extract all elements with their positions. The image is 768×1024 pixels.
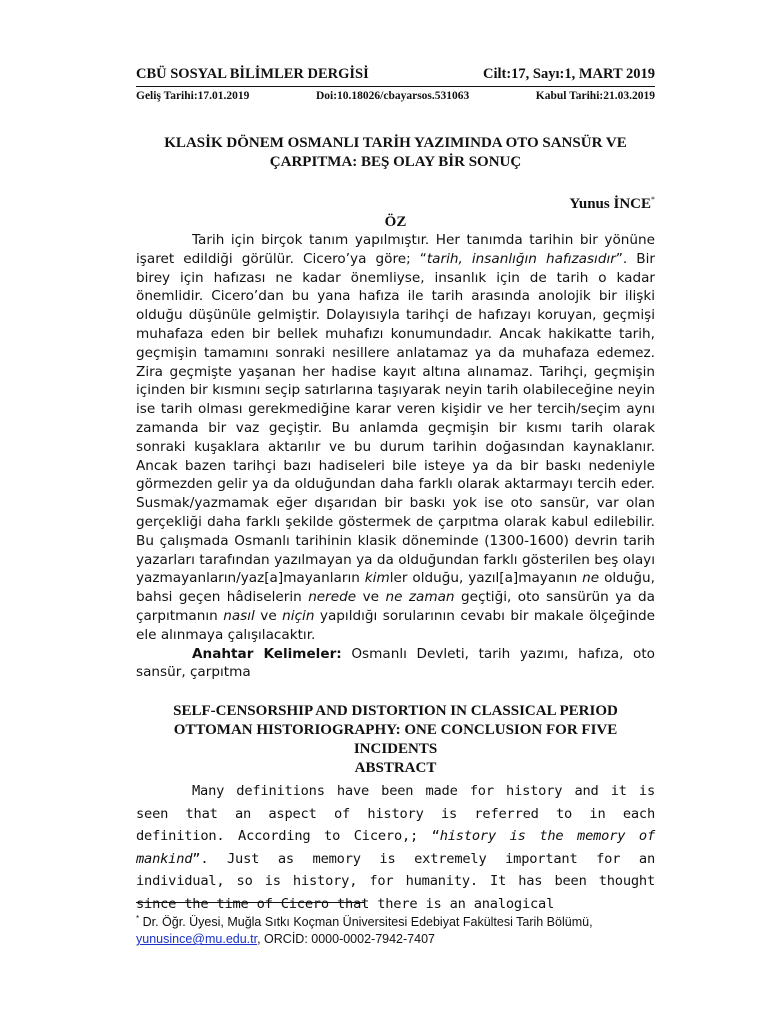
abstract-tr-text: ler olduğu, yazıl[a]mayanın <box>389 570 583 587</box>
emphasis-nasil: nasıl <box>223 607 255 624</box>
author <box>136 195 655 213</box>
emphasis-nicin: niçin <box>282 607 315 624</box>
author-footnote-marker: * <box>651 195 655 204</box>
received-date: Geliş Tarihi:17.01.2019 <box>136 90 250 102</box>
emphasis-ne: ne <box>582 570 600 587</box>
abstract-tr-text: yapıldığı sorularının cevabı bir makale ölçeğinde ele alınmaya çalışılacaktır. <box>136 607 655 643</box>
cicero-quote-tr: tarih, insanlığın hafızasıdır <box>426 250 616 267</box>
doi: Doi:10.18026/cbayarsos.531063 <box>315 90 470 102</box>
article-page <box>136 66 655 915</box>
footnote-line-2 <box>136 931 655 948</box>
emphasis-ne-zaman: ne zaman <box>385 589 455 606</box>
author-name: Yunus İNCE <box>569 196 651 212</box>
emphasis-kim: kim <box>364 570 390 587</box>
footnote-line-1 <box>136 910 655 931</box>
volume-info: Cilt:17, Sayı:1, MART 2019 <box>482 66 655 82</box>
footnote <box>136 910 655 948</box>
abstract-en-text: Many definitions have been made for history and it is seen that an aspect of history is referred to in each definition. According to Cicero,; “ <box>136 783 655 845</box>
footnote-affiliation: Dr. Öğr. Üyesi, Muğla Sıtkı Koçman Üniversitesi Edebiyat Fakültesi Tarih Bölümü, <box>139 915 593 930</box>
title-line-1: KLASİK DÖNEM OSMANLI TARİH YAZIMINDA OTO SANSÜR VE <box>164 135 627 151</box>
abstract-tr-text: ”. Bir birey için hafızası ne kadar önemliyse, insanlık için de tarih o kadar önemlidir. Cicero’dan bu yana hafıza ile tarih arasında anolojik bir ilişki olduğu düşünüle gelmiştir. Dolayısıyla tarihçi de hafızayı koruyan, geçmişi muhafaza eden bir bellek muhafızı konumundadır. Ancak hakikatte tarih, geçmişin tamamını sonraki nesillere anlatamaz ya da muhafaza edemez. Zira geçmişte yaşanan her hadise kayıt altına alınamaz. Tarihçi, geçmişin içinden bir kısmını seçip satırlarına taşıyarak neyin tarih olabileceğine neyin ise tarih olması gerekmediğine karar veren kişidir ve her tercih/seçim aynı zamanda bir vaz geçiştir. Bu anlamda geçmişin bir kısmı tarih olarak sonraki kuşaklara aktarılır ve bu durum tarihin doğasından kaynaklanır. Ancak bazen tarihçi bazı hadiseleri bile isteye ya da bir baskı nedeniyle görmezden gelir ya da olduğundan daha farklı olarak aktarmayı tercih eder. Susmak/yazmamak eğer dışarıdan bir baskı yok ise oto sansür, var olan gerçekliği daha farklı şekilde göstermek de çarpıtma olarak kabul edilebilir. Bu çalışmada Osmanlı tarihinin klasik döneminde (1300-1600) devrin tarih yazarları tarafından yazılmayan ya da olduğundan farklı gösterilen beş olayı yazmayanların/yaz[a]mayanların <box>136 250 655 587</box>
abstract-tr-heading: ÖZ <box>384 214 407 230</box>
abstract-tr-body <box>136 231 655 645</box>
english-title <box>136 702 655 778</box>
keywords-label: Anahtar Kelimeler: <box>192 645 342 662</box>
accepted-date: Kabul Tarihi:21.03.2019 <box>535 90 655 102</box>
english-title-line-2: OTTOMAN HISTORIOGRAPHY: ONE CONCLUSION FOR FIVE <box>173 722 618 739</box>
article-meta <box>136 90 655 102</box>
abstract-tr-text: geçtiği, oto sansürün ya da çarpıtmanın <box>136 589 655 624</box>
title-line-2: ÇARPITMA: BEŞ OLAY BİR SONUÇ <box>269 154 522 170</box>
keywords-list: Osmanlı Devleti, tarih yazımı, hafıza, oto sansür, çarpıtma <box>136 645 656 681</box>
orcid: , ORCİD: 0000-0002-7942-7407 <box>257 932 435 947</box>
article-title <box>136 134 655 172</box>
english-title-line-3: INCIDENTS <box>353 741 438 758</box>
abstract-en-text: ”. Just as memory is extremely important for an individual, so is history, for humanity. It has been thought since the time of Cicero that there is an analogical <box>136 850 655 912</box>
abstract-tr-text: ve <box>356 589 386 606</box>
cicero-quote-en: history is the memory of mankind <box>136 828 655 867</box>
journal-name: CBÜ SOSYAL BİLİMLER DERGİSİ <box>136 66 369 82</box>
abstract-en-heading: ABSTRACT <box>354 760 437 777</box>
abstract-tr-text: Tarih için birçok tanım yapılmıştır. Her tanımda tarihin bir yönüne işaret edildiği görülür. Cicero’ya göre; “ <box>136 232 655 267</box>
abstract-tr-text: ve <box>254 607 283 624</box>
footnote-marker: * <box>136 914 140 923</box>
abstract-en-body <box>136 780 655 915</box>
abstract-tr <box>136 231 655 682</box>
english-title-line-1: SELF-CENSORSHIP AND DISTORTION IN CLASSICAL PERIOD <box>173 703 618 720</box>
abstract-tr-text: olduğu, bahsi geçen hâdiselerin <box>136 570 655 606</box>
footnote-divider <box>136 902 364 903</box>
author-email-link[interactable]: yunusince@mu.edu.tr <box>136 932 258 947</box>
keywords <box>136 645 655 683</box>
emphasis-nerede: nerede <box>308 589 357 606</box>
journal-header <box>136 66 655 87</box>
